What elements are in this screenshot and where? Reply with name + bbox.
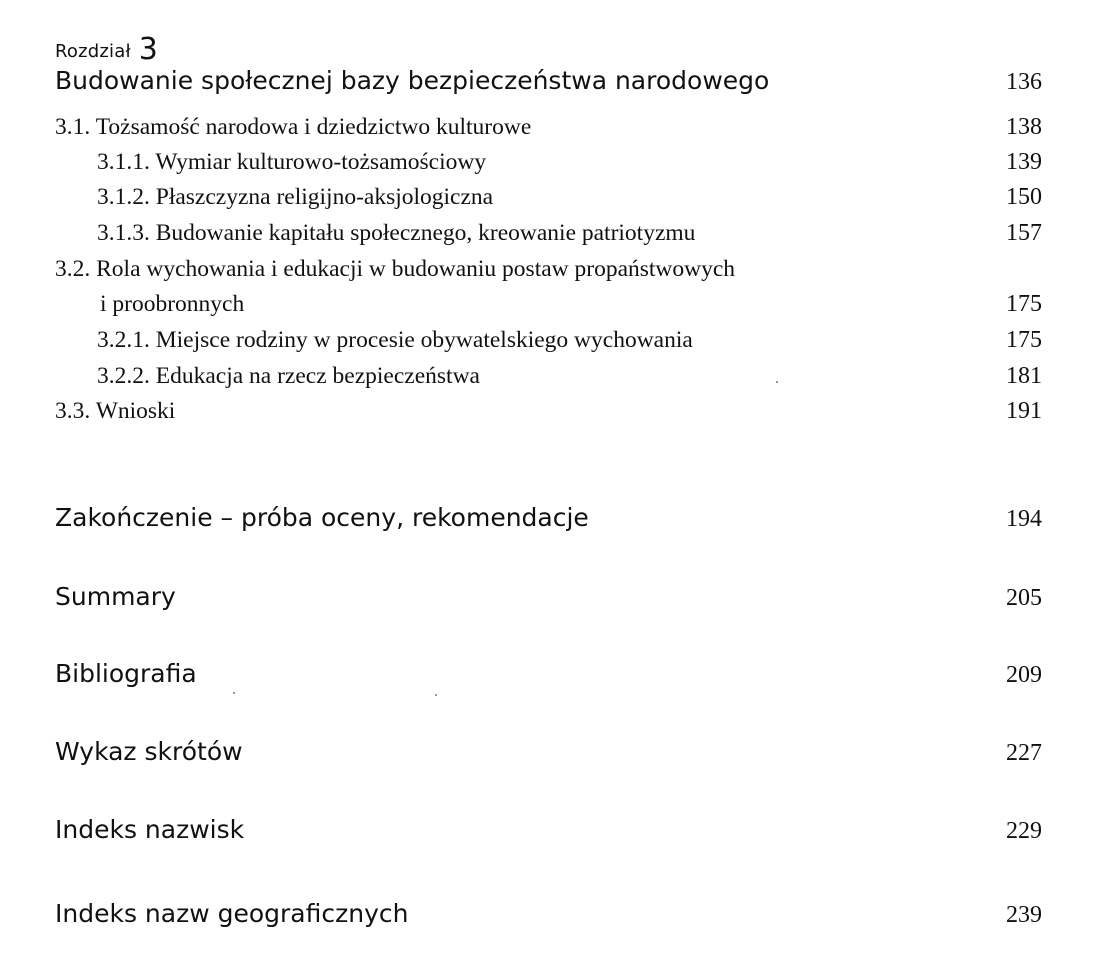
toc-entry-3-2-cont[interactable] xyxy=(100,291,1042,318)
page-number: 191 xyxy=(1006,398,1042,424)
toc-entry-3-1[interactable] xyxy=(55,114,1042,141)
toc-entry-label: Indeks nazw geograficznych xyxy=(55,899,409,928)
toc-entry-label: Summary xyxy=(55,582,176,611)
toc-entry-label: Zakończenie – próba oceny, rekomendacje xyxy=(55,503,589,532)
toc-entry-indeks-nazw-geograficznych[interactable] xyxy=(55,899,1042,929)
toc-entry-3-1-2[interactable] xyxy=(97,184,1042,211)
toc-entry-label: 3.2.1. Miejsce rodziny w procesie obywatelskiego wychowania xyxy=(97,327,693,353)
chapter-label xyxy=(55,32,158,67)
toc-entry-label: 3.1.2. Płaszczyzna religijno-aksjologiczna xyxy=(97,184,494,210)
toc-entry-3-1-3[interactable] xyxy=(97,220,1042,247)
toc-entry-label-continued: i proobronnych xyxy=(100,291,245,317)
toc-entry-wykaz-skrotow[interactable] xyxy=(55,737,1042,767)
page-number: 227 xyxy=(1006,740,1042,766)
page-number: 194 xyxy=(1006,506,1042,532)
toc-entry-indeks-nazwisk[interactable] xyxy=(55,815,1042,845)
toc-entry-3-2-2[interactable] xyxy=(97,363,1042,390)
chapter-title-entry[interactable] xyxy=(55,66,1042,96)
toc-entry-3-1-1[interactable] xyxy=(97,149,1042,176)
scan-speck xyxy=(435,694,437,696)
toc-entry-zakonczenie[interactable] xyxy=(55,503,1042,533)
toc-entry-label: 3.2. Rola wychowania i edukacji w budowaniu postaw propaństwowych xyxy=(55,256,736,282)
page-number: 175 xyxy=(1006,327,1042,353)
page-number: 205 xyxy=(1006,585,1042,611)
page-number: 229 xyxy=(1006,818,1042,844)
toc-entry-bibliografia[interactable] xyxy=(55,659,1042,689)
page-number: 138 xyxy=(1006,114,1042,140)
toc-entry-label: 3.1. Tożsamość narodowa i dziedzictwo kulturowe xyxy=(55,114,532,140)
page-number: 175 xyxy=(1006,291,1042,317)
page-number: 239 xyxy=(1006,902,1042,928)
scan-speck xyxy=(233,692,235,694)
page-number: 150 xyxy=(1006,184,1042,210)
page-number: 139 xyxy=(1006,149,1042,175)
toc-entry-3-3[interactable] xyxy=(55,398,1042,425)
toc-entry-label: Wykaz skrótów xyxy=(55,737,243,766)
chapter-title: Budowanie społecznej bazy bezpieczeństwa narodowego xyxy=(55,66,770,95)
page-number: 209 xyxy=(1006,662,1042,688)
toc-entry-3-2[interactable] xyxy=(55,256,1042,283)
toc-entry-3-2-1[interactable] xyxy=(97,327,1042,354)
toc-entry-label: 3.1.3. Budowanie kapitału społecznego, kreowanie patriotyzmu xyxy=(97,220,696,246)
toc-entry-label: 3.2.2. Edukacja na rzecz bezpieczeństwa xyxy=(97,363,480,389)
page-number: 181 xyxy=(1006,363,1042,389)
chapter-label-text: Rozdział xyxy=(55,41,131,62)
toc-entry-label: 3.3. Wnioski xyxy=(55,398,176,424)
chapter-number: 3 xyxy=(138,32,158,67)
toc-entry-label: 3.1.1. Wymiar kulturowo-tożsamościowy xyxy=(97,149,487,175)
toc-entry-label: Bibliografia xyxy=(55,659,197,688)
scan-speck xyxy=(776,381,778,383)
page-number: 136 xyxy=(1006,69,1042,95)
page-number: 157 xyxy=(1006,220,1042,246)
toc-entry-summary[interactable] xyxy=(55,582,1042,612)
toc-entry-label: Indeks nazwisk xyxy=(55,815,245,844)
